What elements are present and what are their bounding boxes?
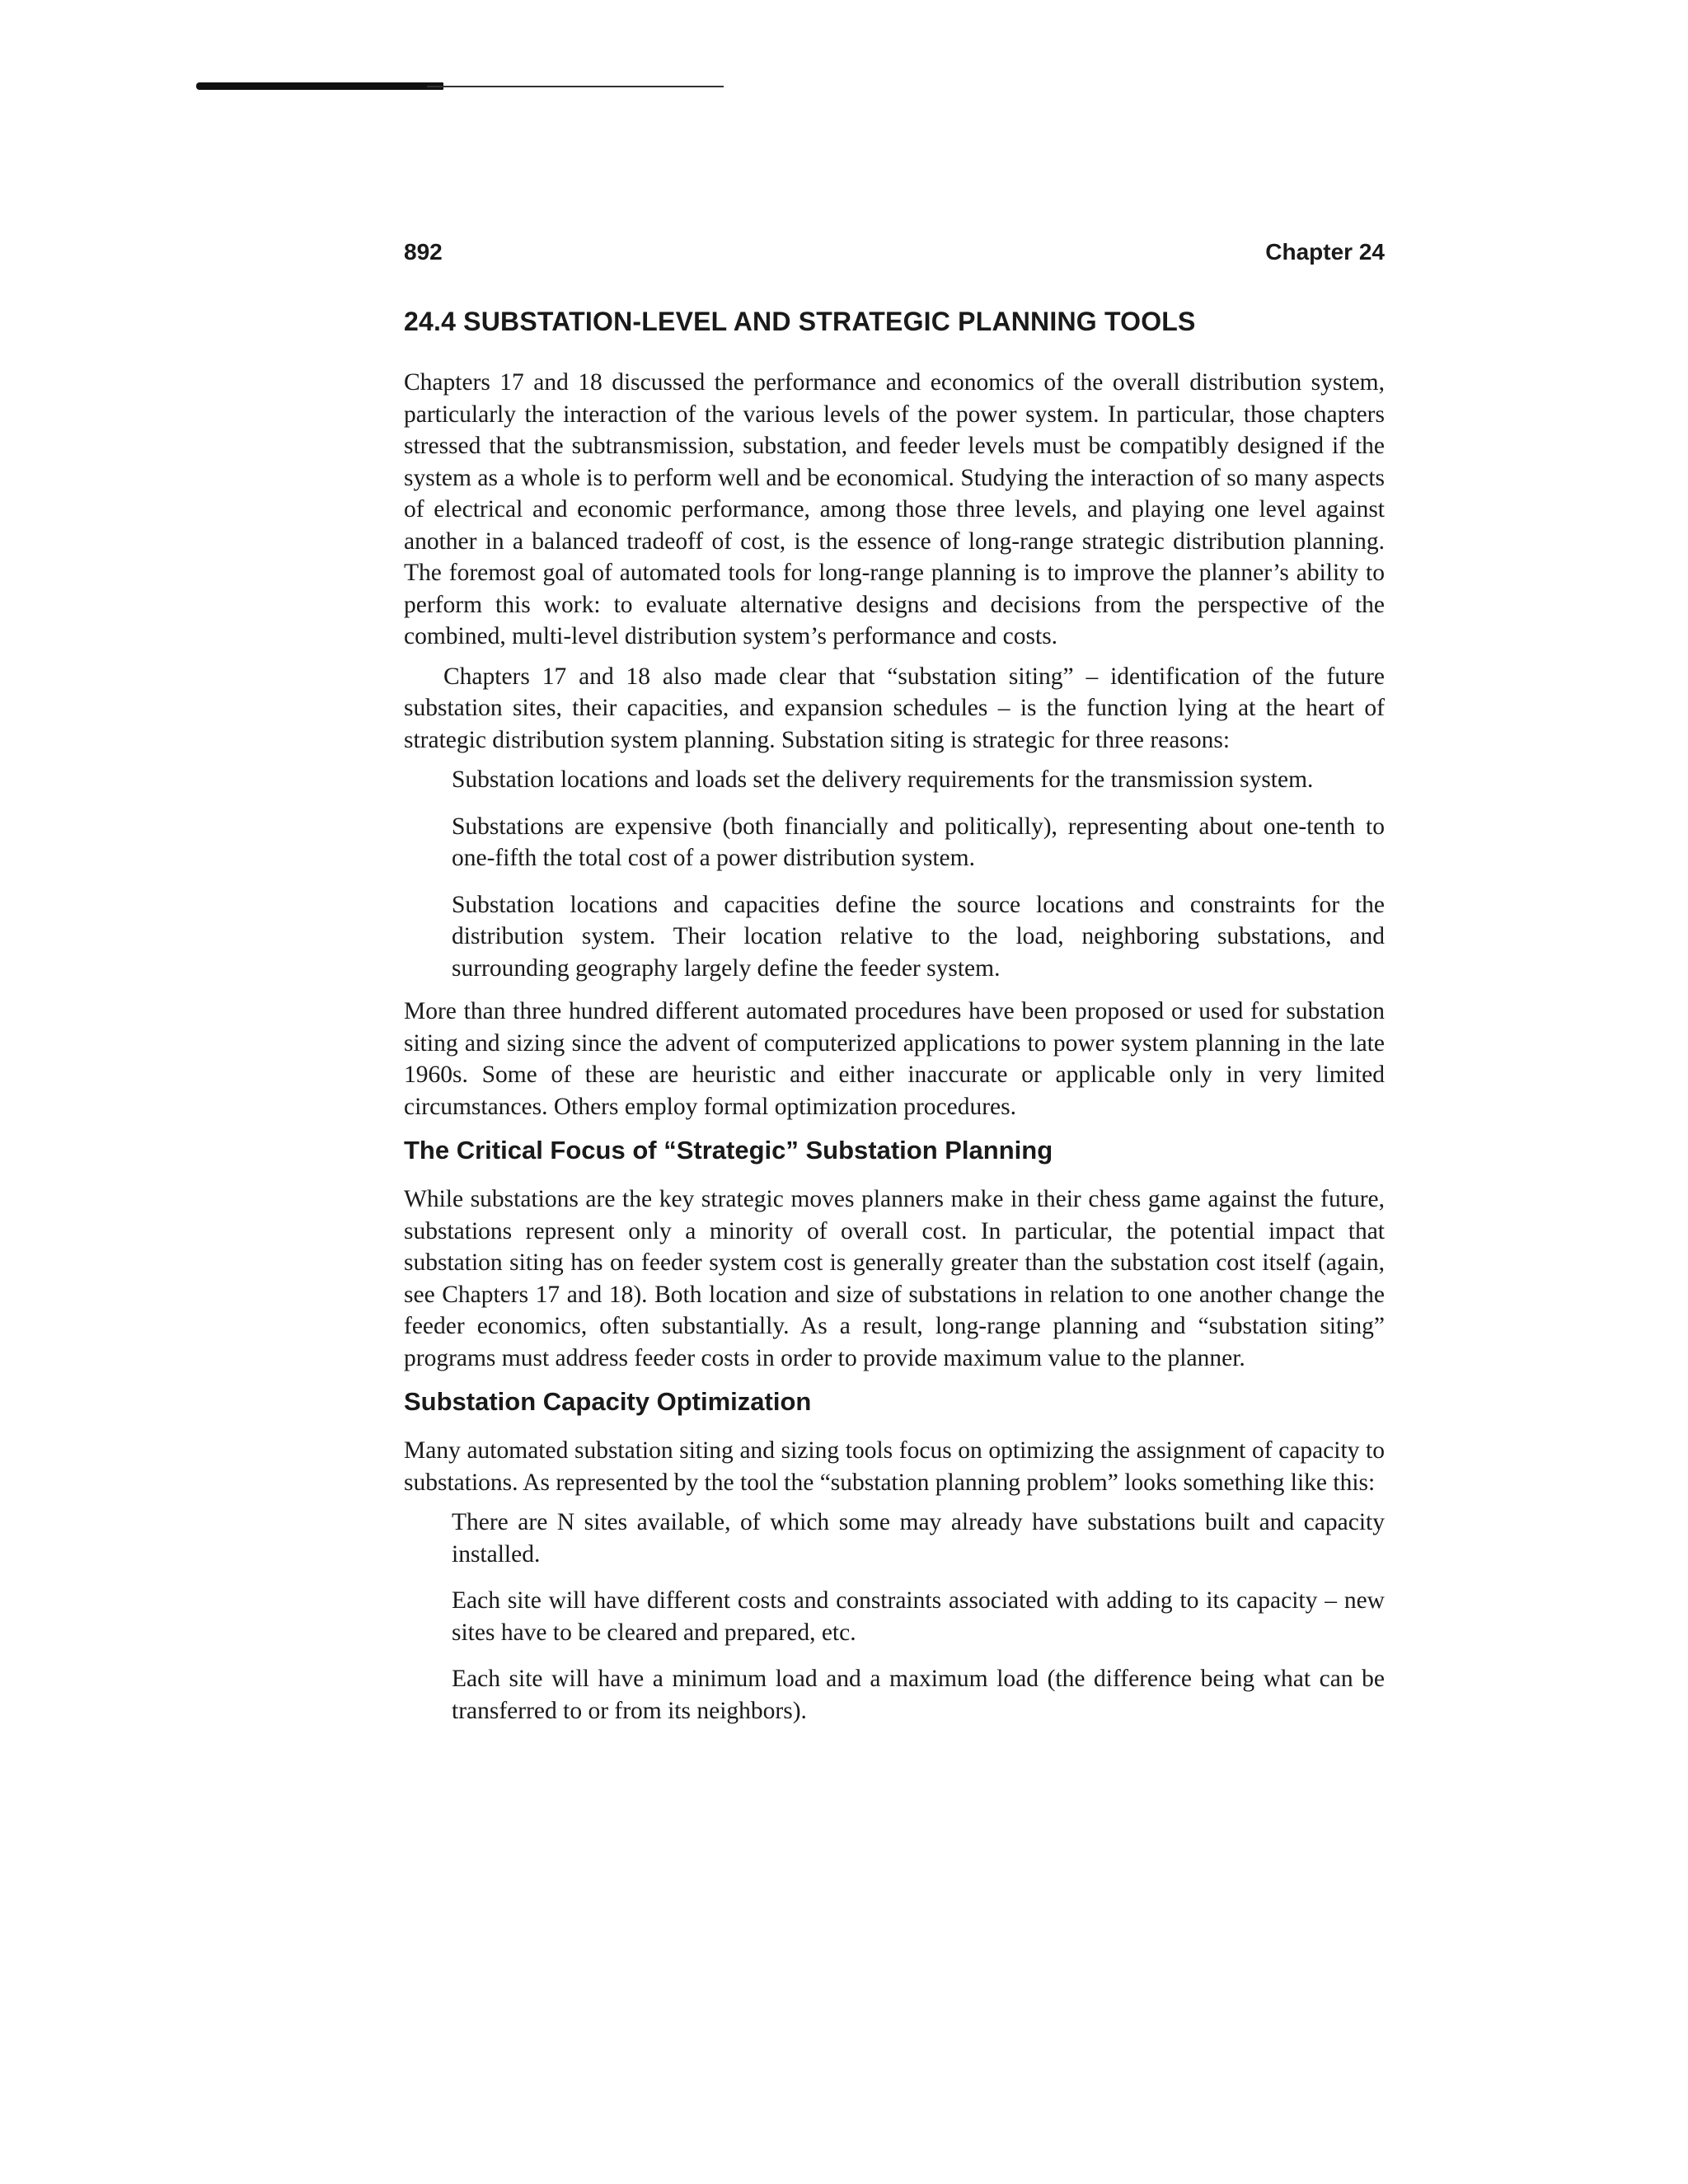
scan-artifact-thick-stroke — [196, 82, 443, 90]
critical-focus-paragraph: While substations are the key strategic moves planners make in their chess game against the future, substations represent only a minority of overall cost. In particular, the potential impact that substation siting has on feeder system cost is generally greater than the substation cost itself (again, see Chapters 17 and 18). Both location and size of substations in relation to one another change the feeder economics, often substantially. As a result, long-range planning and “substation siting” programs must address feeder costs in order to provide maximum value to the planner. — [404, 1186, 1385, 1371]
capacity-optimization-paragraph: Many automated substation siting and sizing tools focus on optimizing the assignment of capacity to substations. As represented by the tool the “substation planning problem” looks something like this: — [404, 1437, 1385, 1496]
scan-artifact-bar — [196, 81, 724, 94]
scan-artifact-thin-line — [427, 86, 724, 87]
procedures-paragraph: More than three hundred different automated procedures have been proposed or used for substation siting and sizing since the advent of computerized applications to power system planning in the late 1960s. Some of these are heuristic and either inaccurate or applicable only in very limited circumstances. Others employ formal optimization procedures. — [404, 998, 1385, 1120]
reasons-list — [452, 764, 1385, 984]
capacity-optimization-heading: Substation Capacity Optimization — [404, 1387, 812, 1416]
running-head — [404, 239, 1385, 265]
chapter-label: Chapter 24 — [1265, 239, 1385, 265]
intro-paragraph: Chapters 17 and 18 discussed the performance and economics of the overall distribution system, particularly the interaction of the various levels of the power system. In particular, those chapters stressed that the subtransmission, substation, and feeder levels must be compatibly designed if the system as a whole is to perform well and be economical. Studying the interaction of so many aspects of electrical and economic performance, among those three levels, and playing one level against another in a balanced tradeoff of cost, is the essence of long-range strategic distribution planning. The foremost goal of automated tools for long-range planning is to improve the planner’s ability to perform this work: to evaluate alternative designs and decisions from the perspective of the combined, multi-level distribution system’s performance and costs. — [404, 369, 1385, 649]
critical-focus-heading: The Critical Focus of “Strategic” Substation Planning — [404, 1136, 1053, 1165]
problem-list — [452, 1507, 1385, 1727]
section-title: 24.4 SUBSTATION-LEVEL AND STRATEGIC PLANNING TOOLS — [404, 307, 1196, 336]
problem-item: There are N sites available, of which some may already have substations built and capacity installed. — [452, 1509, 1385, 1568]
siting-paragraph: Chapters 17 and 18 also made clear that “substation siting” – identification of the future substation sites, their capacities, and expansion schedules – is the function lying at the heart of strategic distribution system planning. Substation siting is strategic for three reasons: — [404, 663, 1385, 753]
problem-item: Each site will have a minimum load and a maximum load (the difference being what can be transferred to or from its neighbors). — [452, 1666, 1385, 1724]
reason-item: Substation locations and loads set the delivery requirements for the transmission system. — [452, 766, 1314, 793]
page-number: 892 — [404, 239, 443, 265]
reason-item: Substations are expensive (both financially and politically), representing about one-tenth to one-fifth the total cost of a power distribution system. — [452, 813, 1385, 871]
reason-item: Substation locations and capacities define the source locations and constraints for the distribution system. Their location relative to the load, neighboring substations, and surrounding geography largely define the feeder system. — [452, 891, 1385, 982]
problem-item: Each site will have different costs and constraints associated with adding to its capacity – new sites have to be cleared and prepared, etc. — [452, 1587, 1385, 1646]
book-page — [404, 239, 1385, 1738]
